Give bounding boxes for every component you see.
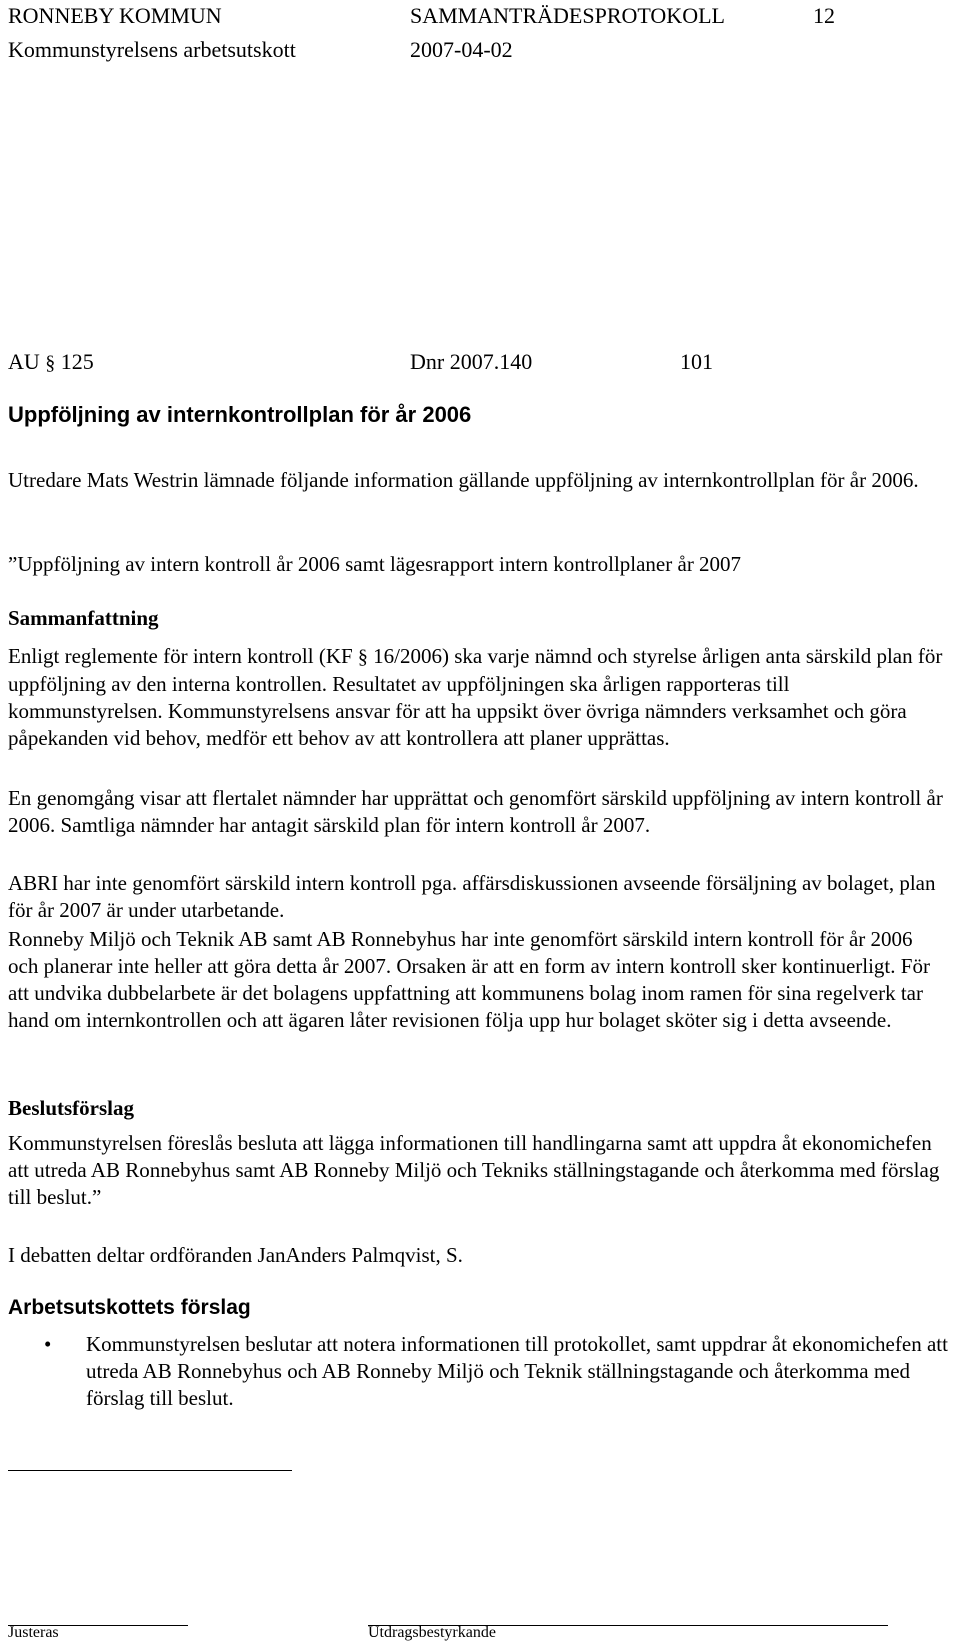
case-code: AU xyxy=(8,349,40,374)
case-number: 125 xyxy=(60,349,94,374)
header-committee: Kommunstyrelsens arbetsutskott xyxy=(8,37,296,62)
quote-title: ”Uppföljning av intern kontroll år 2006 samt lägesrapport intern kontrollplaner år 2007 xyxy=(8,552,742,576)
summary-p1-rest: 16/2006) ska varje nämnd och styrelse årligen anta särskild plan för uppföljning av den interna kontrollen. Resultatet av uppföljningen ska årligen rapporteras till kommunstyrelsen. Kommunstyrelsens ansvar för att ha uppsikt över övriga nämnders verksamhet och göra påpekanden vid behov, medför ett behov av att kontrollera att planer upprättas. xyxy=(8,644,943,750)
header-doc-type: SAMMANTRÄDESPROTOKOLL xyxy=(410,3,725,28)
header-municipality: RONNEBY KOMMUN xyxy=(8,3,222,28)
debate-paragraph: I debatten deltar ordföranden JanAnders Palmqvist, S. xyxy=(8,1243,463,1267)
case-dnr: Dnr 2007.140 xyxy=(410,349,533,374)
summary-paragraph-1 xyxy=(8,643,948,752)
footer-utdragsbestyrkande: Utdragsbestyrkande xyxy=(368,1624,496,1641)
proposal-paragraph: Kommunstyrelsen föreslås besluta att lägga informationen till handlingarna samt att uppdra åt ekonomichefen att utreda AB Ronnebyhus samt AB Ronneby Miljö och Tekniks ställningstagande och återkomma med förslag till beslut.” xyxy=(8,1131,940,1209)
summary-paragraph-2: En genomgång visar att flertalet nämnder har upprättat och genomfört särskild uppföljning av intern kontroll år 2006. Samtliga nämnder har antagit särskild plan för intern kontroll år 2007. xyxy=(8,786,943,837)
bullet-icon: • xyxy=(44,1332,52,1356)
summary-paragraph-3: ABRI har inte genomfört särskild intern kontroll pga. affärsdiskussionen avseende försäljning av bolaget, plan för år 2007 är under utarbetande. xyxy=(8,871,936,922)
header-date: 2007-04-02 xyxy=(410,37,513,62)
header-page-number: 12 xyxy=(813,3,835,28)
content-end-rule xyxy=(8,1470,292,1471)
au-proposal-bullet-text: Kommunstyrelsen beslutar att notera informationen till protokollet, samt uppdrar åt ekonomichefen att utreda AB Ronnebyhus och AB Ronneby Miljö och Teknik ställningstagande och återkomma med förslag till beslut. xyxy=(86,1332,948,1410)
case-identifier xyxy=(8,348,94,377)
summary-heading: Sammanfattning xyxy=(8,606,159,630)
summary-p1-start: Enligt reglemente för intern kontroll (KF xyxy=(8,644,358,668)
summary-paragraph-4: Ronneby Miljö och Teknik AB samt AB Ronnebyhus har inte genomfört särskild intern kontroll för år 2006 och planerar inte heller att göra detta år 2007. Orsaken är att en form av intern kontroll sker kontinuerligt. För att undvika dubbelarbete är det bolagens uppfattning att kommunens bolag inom ramen för sina regelverk tar hand om internkontrollen och att ägaren låter revisionen följa upp hur bolaget sköter sig i detta avseende. xyxy=(8,927,930,1032)
au-proposal-heading: Arbetsutskottets förslag xyxy=(8,1296,251,1319)
page-title: Uppföljning av internkontrollplan för år 2006 xyxy=(8,402,472,427)
intro-paragraph: Utredare Mats Westrin lämnade följande information gällande uppföljning av internkontrollplan för år 2006. xyxy=(8,468,919,492)
footer-justeras: Justeras xyxy=(8,1624,59,1641)
summary-section-sign: § xyxy=(357,646,368,668)
case-ref: 101 xyxy=(680,349,713,374)
case-section-sign: § xyxy=(45,352,56,374)
proposal-heading: Beslutsförslag xyxy=(8,1096,134,1120)
